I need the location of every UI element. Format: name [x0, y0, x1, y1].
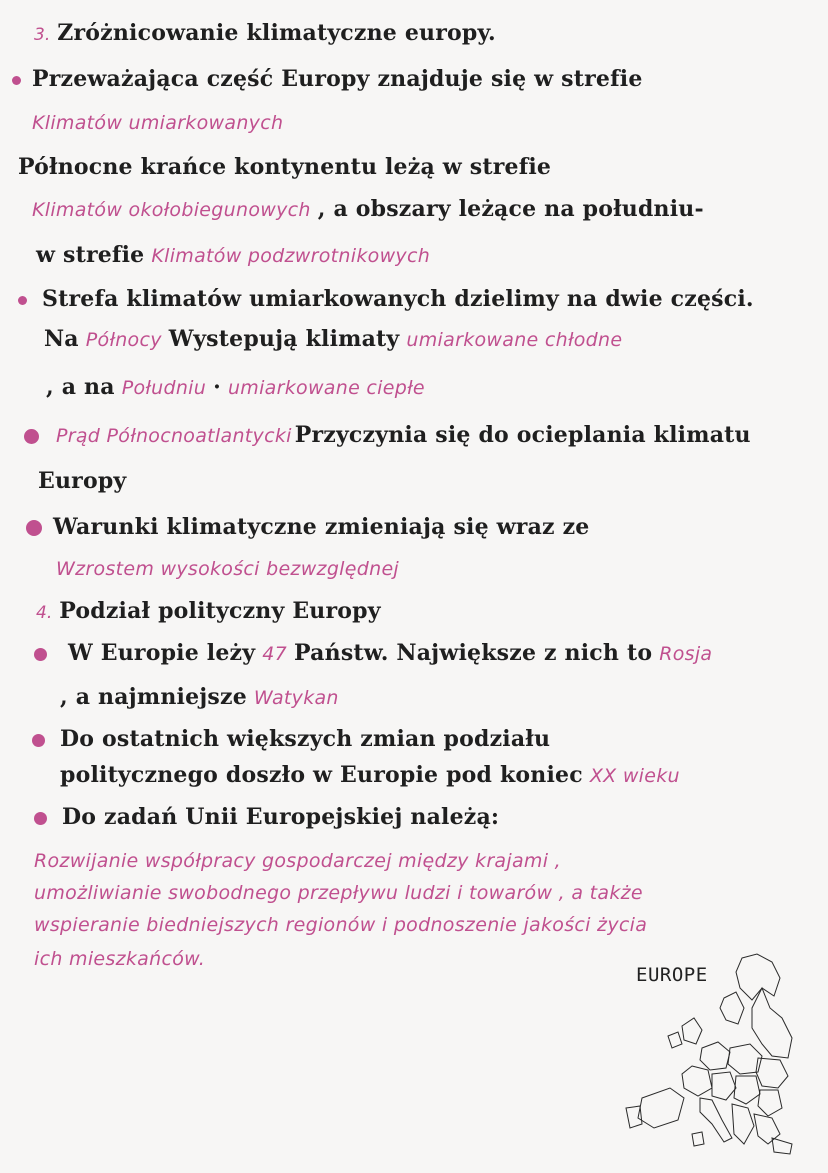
- bullet-line: [34, 638, 712, 669]
- hw-text: Rosja: [659, 643, 713, 665]
- map-label: EUROPE: [636, 964, 708, 986]
- text: , a najmniejsze: [60, 684, 247, 710]
- text: politycznego doszło w Europie pod koniec: [60, 762, 583, 788]
- text: Wystepują klimaty: [168, 326, 400, 352]
- section-number: 4.: [36, 603, 53, 623]
- section-4-heading: [36, 596, 381, 628]
- text: w strefie: [36, 242, 145, 268]
- hw-text: umiarkowane ciepłe: [227, 377, 425, 399]
- text: Strefa klimatów umiarkowanych dzielimy na dwie części.: [42, 286, 754, 312]
- text: Przeważająca część Europy znajduje się w strefie: [32, 66, 643, 92]
- text-line: [38, 466, 126, 497]
- handwritten-paragraph-line: [34, 910, 647, 940]
- hw-text: wspieranie biedniejszych regionów i podnoszenie jakości życia: [34, 914, 648, 936]
- section-number: 3.: [34, 25, 51, 45]
- hw-text: Watykan: [253, 687, 339, 709]
- bullet-icon: [26, 520, 42, 536]
- bullet-icon: [18, 296, 27, 305]
- hw-text: Północy: [85, 329, 162, 351]
- handwritten-paragraph-line: [34, 846, 561, 876]
- hw-text: Klimatów umiarkowanych: [32, 112, 284, 134]
- section-title: Podział polityczny Europy: [59, 598, 381, 624]
- hw-text: umożliwianie swobodnego przepływu ludzi i towarów , a także: [34, 882, 643, 904]
- bullet-line: [26, 512, 590, 543]
- bullet-icon: [12, 76, 21, 85]
- bullet-line: [12, 64, 643, 95]
- handwritten-answer: [56, 554, 399, 584]
- bullet-line: [34, 802, 499, 833]
- hw-text: Rozwijanie współpracy gospodarczej między krajami ,: [34, 850, 561, 872]
- bullet-icon: [32, 734, 45, 747]
- bullet-line: [18, 284, 754, 315]
- hw-text: 47: [262, 643, 288, 665]
- text: ·: [213, 374, 221, 400]
- handwritten-paragraph-line: [34, 878, 643, 908]
- hw-text: Klimatów podzwrotnikowych: [151, 245, 431, 267]
- mixed-line: [60, 682, 339, 713]
- hw-text: XX wieku: [589, 765, 680, 787]
- handwritten-paragraph-line: [34, 944, 205, 974]
- bullet-line: [32, 724, 550, 755]
- text: Do ostatnich większych zmian podziału: [60, 726, 551, 752]
- mixed-line: [36, 240, 430, 271]
- bullet-icon: [24, 429, 39, 444]
- mixed-line: [60, 760, 680, 791]
- europe-map-icon: [612, 948, 812, 1163]
- section-title: Zróżnicowanie klimatyczne europy.: [57, 20, 496, 46]
- text: Państw. Największe z nich to: [294, 640, 653, 666]
- mixed-line: [44, 324, 622, 355]
- bullet-icon: [34, 648, 47, 661]
- hw-text: Południu: [121, 377, 207, 399]
- section-3-heading: [34, 18, 496, 50]
- text: Warunki klimatyczne zmieniają się wraz ze: [53, 514, 590, 540]
- text: , a obszary leżące na południu-: [317, 196, 704, 222]
- hw-text: Klimatów okołobiegunowych: [32, 199, 311, 221]
- text: Do zadań Unii Europejskiej należą:: [62, 804, 500, 830]
- text: W Europie leży: [68, 640, 256, 666]
- handwritten-answer: [32, 108, 283, 138]
- text: Na: [44, 326, 79, 352]
- hw-text: ich mieszkańców.: [34, 948, 206, 970]
- hw-text: Wzrostem wysokości bezwzględnej: [56, 558, 400, 580]
- hw-text: umiarkowane chłodne: [406, 329, 623, 351]
- text-line: [18, 152, 551, 183]
- bullet-line: [24, 420, 751, 451]
- text: Europy: [38, 468, 127, 494]
- bullet-icon: [34, 812, 47, 825]
- hw-text: Prąd Północnoatlantycki: [56, 425, 292, 447]
- mixed-line: [32, 194, 704, 225]
- text: Przyczynia się do ocieplania klimatu: [294, 422, 751, 448]
- text: , a na: [46, 374, 115, 400]
- text: Północne krańce kontynentu leżą w strefie: [18, 154, 552, 180]
- mixed-line: [46, 372, 425, 403]
